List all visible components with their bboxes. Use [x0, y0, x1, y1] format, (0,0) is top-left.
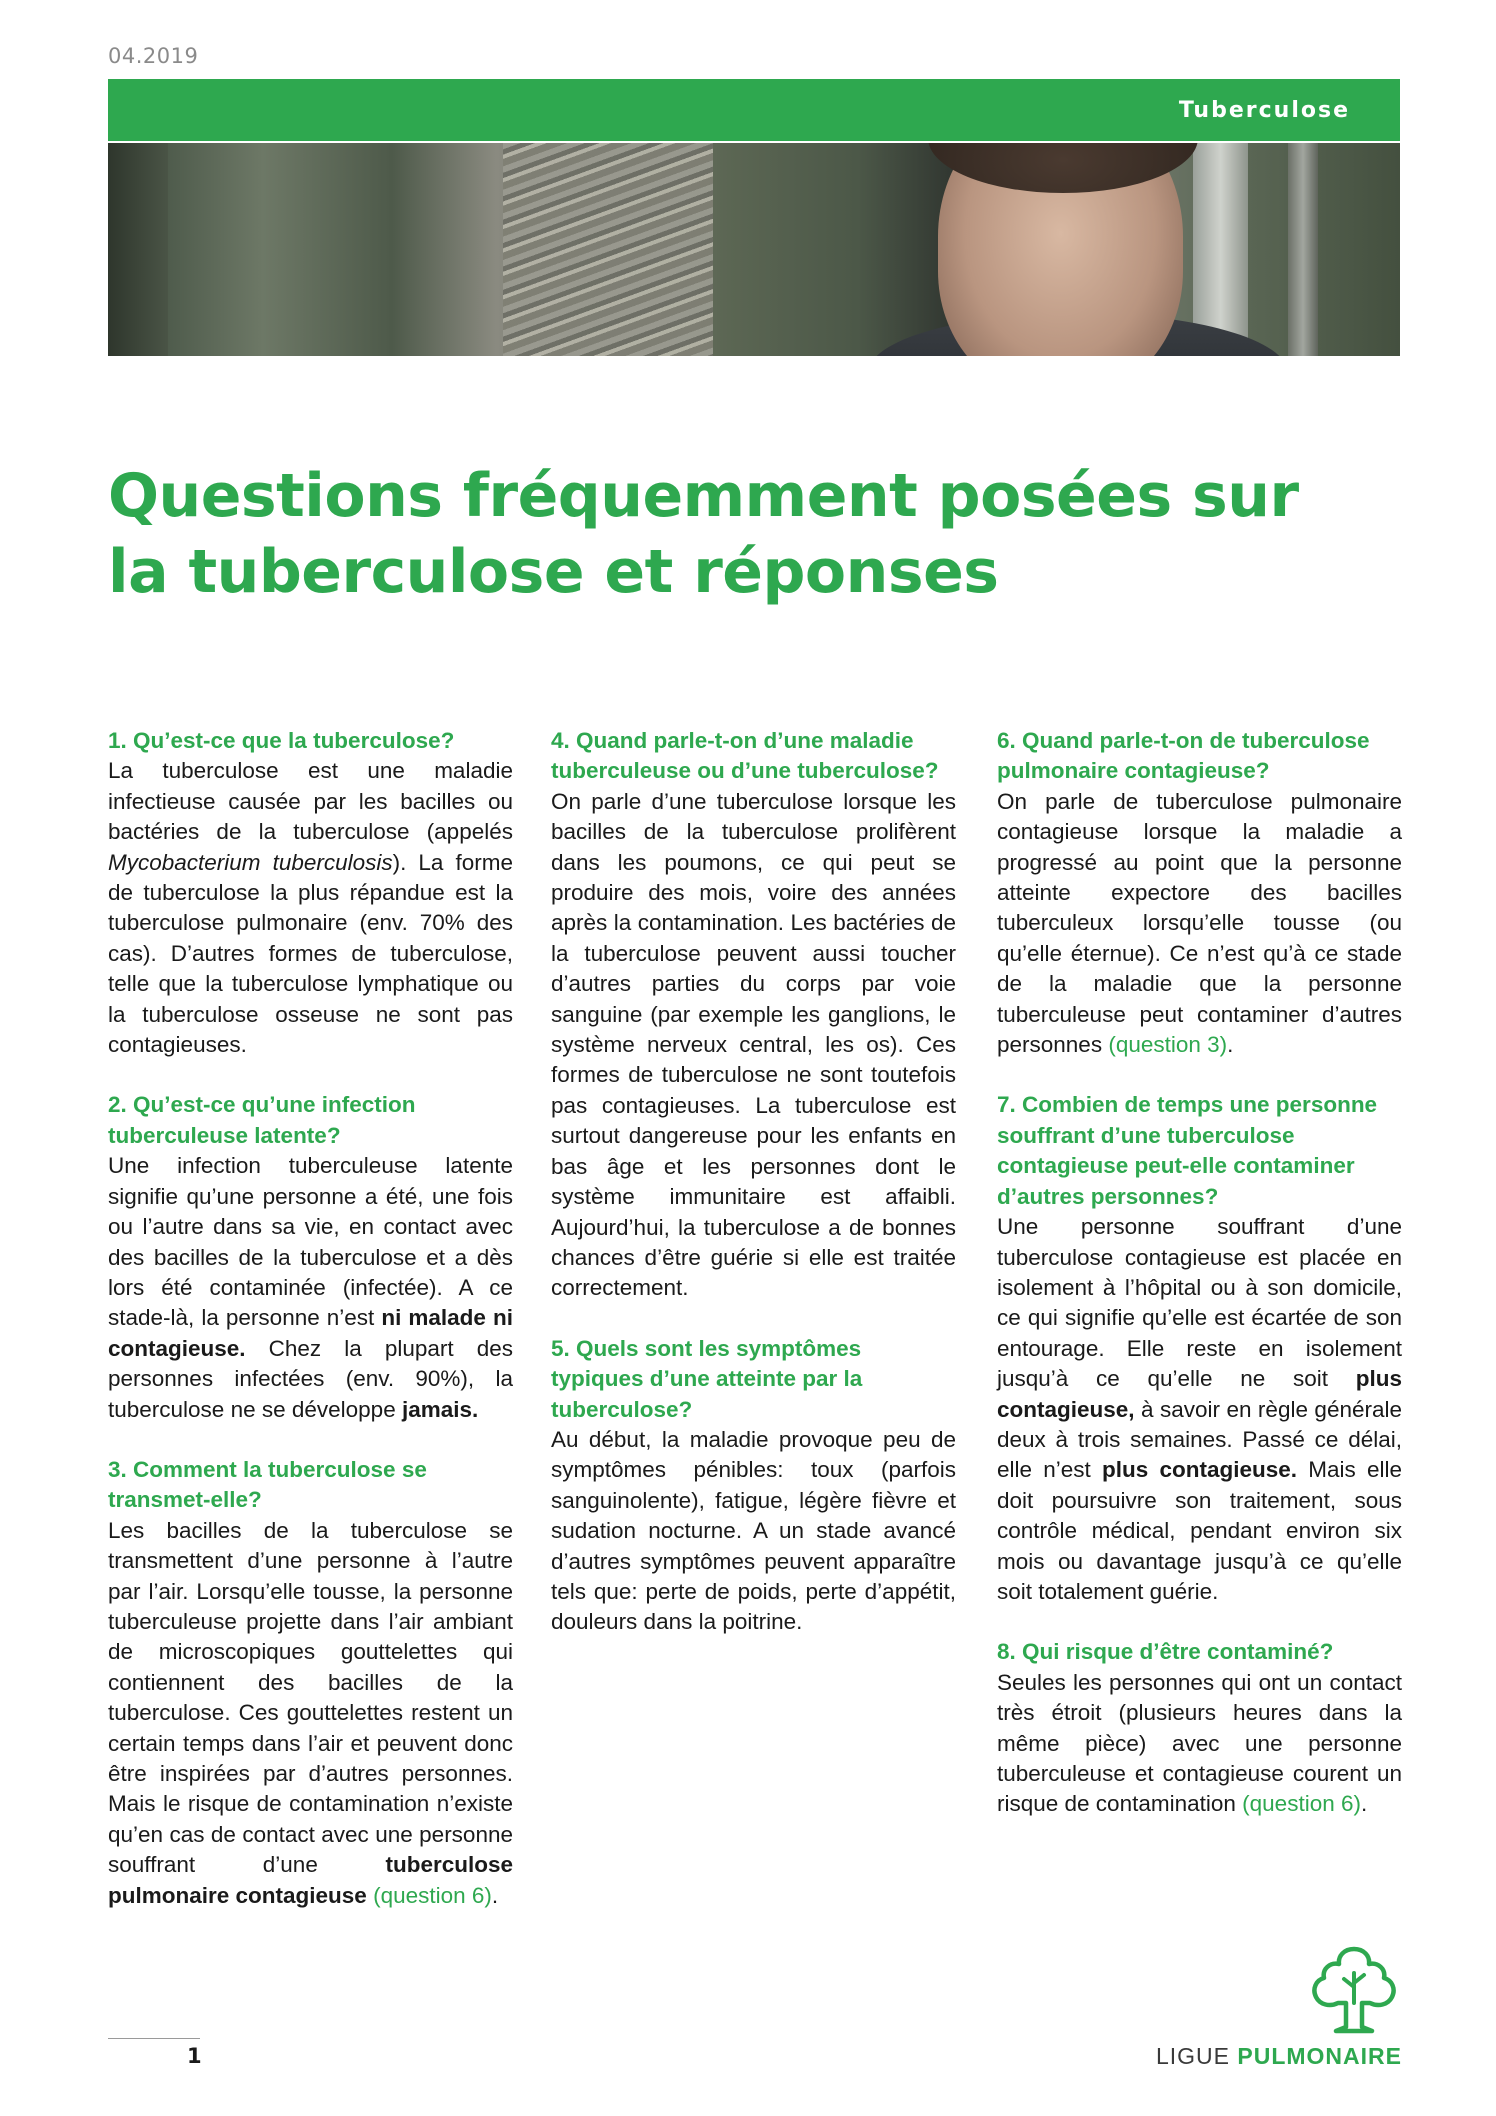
answer-text: Les bacilles de la tuberculose se transmettent d’une personne à l’autre par l’air. Lorsqu’elle tousse, la personne tuberculeuse projette dans l’air ambiant de microscopiques gouttelettes qui contiennent des bacilles de la tuberculose. Ces gouttelettes restent un certain temps dans l’air et peuvent donc être inspirées par d’autres personnes. Mais le risque de contamination n’existe qu’en cas de contact avec une personne souffrant d’une — [108, 1517, 513, 1878]
faq-question: 5. Quels sont les symptômes typiques d’une atteinte par la tuberculose? — [551, 1335, 863, 1422]
faq-answer — [551, 787, 956, 1304]
answer-text: Seules les personnes qui ont un contact très étroit (plusieurs heures dans la même pièce) avec une personne tuberculeuse et contagieuse courent un risque de contamination — [997, 1669, 1402, 1817]
title-line-2: la tuberculose et réponses — [108, 537, 999, 607]
faq-answer — [108, 1151, 513, 1425]
faq-question: 3. Comment la tuberculose se transmet-elle? — [108, 1456, 427, 1513]
answer-text: Au début, la maladie provoque peu de symptômes pénibles: toux (parfois sanguinolente), fatigue, légère fièvre et sudation nocturne. A un stade avancé d’autres symptômes peuvent apparaître tels que: perte de poids, perte d’appétit, douleurs dans la poitrine. — [551, 1426, 956, 1635]
answer-text: tuberculose pulmonaire contagieuse — [108, 1852, 513, 1908]
faq-item — [997, 726, 1402, 1060]
faq-item — [551, 1334, 956, 1638]
answer-text: Chez la plupart des personnes infectées (env. 90%), la tuberculose ne se développe — [108, 1335, 513, 1422]
answer-text: La tuberculose est une maladie infectieuse causée par les bacilles ou bactéries de la tuberculose (appelés — [108, 758, 513, 845]
faq-answer — [108, 756, 513, 1060]
question-reference: (question 6) — [1242, 1791, 1361, 1817]
faq-column-1 — [108, 726, 513, 1941]
question-reference: (question 3) — [1108, 1032, 1228, 1058]
faq-column-2 — [551, 726, 956, 1668]
faq-item — [108, 1455, 513, 1911]
answer-text: On parle de tuberculose pulmonaire contagieuse lorsque la maladie a progressé au point que la personne atteinte expectore des bacilles tuberculeux lorsqu’elle tousse (ou qu’elle éternue). Ce n’est qu’à ce stade de la maladie que la personne tuberculeuse peut contaminer d’autres personnes — [997, 788, 1402, 1058]
answer-text: . — [1360, 1791, 1368, 1817]
hero-photo — [108, 143, 1400, 356]
answer-text: Mycobacterium tuberculosis — [108, 849, 393, 875]
footer-rule — [108, 2038, 200, 2039]
faq-item — [551, 726, 956, 1304]
answer-text: . — [491, 1882, 499, 1908]
topic-banner — [108, 79, 1400, 141]
answer-text: jamais. — [401, 1396, 479, 1422]
answer-text: plus contagieuse. — [1102, 1457, 1298, 1483]
faq-question: 6. Quand parle-t-on de tuberculose pulmonaire contagieuse? — [997, 728, 1370, 784]
answer-text: à savoir en règle générale deux à trois semaines. Passé ce délai, elle n’est — [997, 1396, 1402, 1483]
tree-trunk-bark — [503, 143, 713, 356]
answer-text: Mais elle doit poursuivre son traitement, sous contrôle médical, pendant environ six mois ou davantage jusqu’à ce qu’elle soit totalement guérie. — [997, 1457, 1402, 1604]
faq-item — [108, 726, 513, 1060]
faq-item — [108, 1090, 513, 1424]
tree-icon — [1306, 1943, 1402, 2035]
faq-question: 1. Qu’est-ce que la tuberculose? — [108, 728, 455, 753]
title-line-1: Questions fréquemment posées sur — [108, 461, 1299, 531]
answer-text: ). La forme de tuberculose la plus répandue est la tuberculose pulmonaire (env. 70% des cas). D’autres formes de tuberculose, telle que la tuberculose lymphatique ou la tuberculose osseuse ne sont pas contagieuses. — [108, 849, 513, 1058]
page-number: 1 — [187, 2044, 202, 2068]
faq-answer — [997, 1212, 1402, 1607]
brand-logo-text — [1138, 2043, 1402, 2070]
brand-word-1: LIGUE — [1155, 2043, 1230, 2069]
answer-text: Une personne souffrant d’une tuberculose contagieuse est placée en isolement à l’hôpital ou à son domicile, ce qui signifie qu’elle est écartée de son entourage. Elle reste en isolement jusqu’à ce qu’elle ne soit — [997, 1214, 1402, 1392]
document-date: 04.2019 — [108, 44, 199, 68]
answer-text: . — [1227, 1032, 1234, 1058]
faq-answer — [551, 1425, 956, 1638]
answer-text: Une infection tuberculeuse latente signifie qu’une personne a été, une fois ou l’autre dans sa vie, en contact avec des bacilles de la tuberculose et a dès lors été contaminée (infectée). A ce stade-là, la personne n’est — [108, 1153, 513, 1331]
faq-question: 8. Qui risque d’être contaminé? — [997, 1639, 1334, 1665]
faq-answer — [108, 1516, 513, 1911]
faq-column-3 — [997, 726, 1402, 1850]
answer-text: On parle d’une tuberculose lorsque les bacilles de la tuberculose prolifèrent dans les poumons, ce qui peut se produire des mois, voire des années après la contamination. Les bactéries de la tuberculose peuvent aussi toucher d’autres parties du corps par voie sanguine (par exemple les ganglions, le système nerveux central, les os). Ces formes de tuberculose ne sont toutefois pas contagieuses. La tuberculose est surtout dangereuse pour les enfants en bas âge et les personnes dont le système immunitaire est affaibli. Aujourd’hui, la tuberculose a de bonnes chances d’être guérie si elle est traitée correctement. — [551, 788, 956, 1301]
faq-answer — [997, 787, 1402, 1061]
page-title — [108, 458, 1308, 610]
brand-word-2: PULMONAIRE — [1237, 2043, 1402, 2069]
tree-trunk-left — [108, 143, 168, 356]
faq-question: 7. Combien de temps une personne souffrant d’une tuberculose contagieuse peut-elle contaminer d’autres personnes? — [997, 1092, 1378, 1209]
faq-item — [997, 1637, 1402, 1819]
answer-text: ni malade ni contagieuse. — [108, 1305, 513, 1361]
faq-question: 2. Qu’est-ce qu’une infection tuberculeuse latente? — [108, 1092, 416, 1148]
topic-label: Tuberculose — [1178, 97, 1350, 123]
faq-answer — [997, 1668, 1402, 1820]
question-reference: (question 6) — [373, 1882, 492, 1908]
faq-item — [997, 1090, 1402, 1607]
answer-text: plus contagieuse, — [997, 1366, 1402, 1422]
faq-question: 4. Quand parle-t-on d’une maladie tuberculeuse ou d’une tuberculose? — [551, 728, 939, 784]
tree-trunk-right — [1288, 143, 1318, 356]
